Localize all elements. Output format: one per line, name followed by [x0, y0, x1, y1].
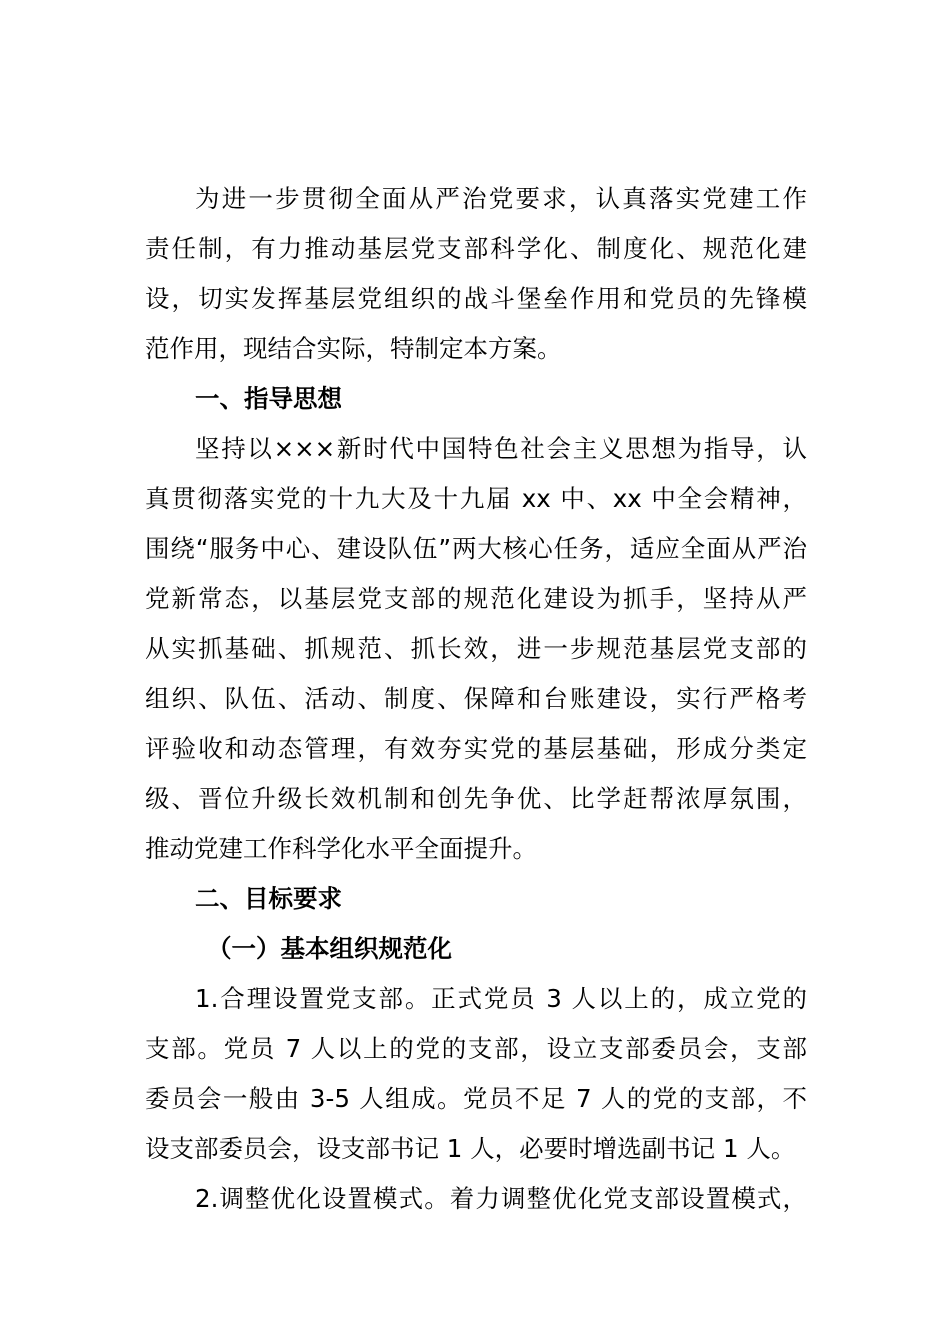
section1-line-2: 真贯彻落实党的十九大及十九届 xx 中、xx 中全会精神， [145, 484, 807, 513]
section1-line-9: 推动党建工作科学化水平全面提升。 [145, 834, 537, 863]
section1-line-6: 组织、队伍、活动、制度、保障和台账建设，实行严格考 [145, 684, 807, 713]
section-heading-goals: 二、目标要求 [195, 884, 342, 913]
section1-line-1: 坚持以×××新时代中国特色社会主义思想为指导，认 [195, 434, 807, 463]
intro-line-1: 为进一步贯彻全面从严治党要求，认真落实党建工作 [195, 184, 807, 213]
intro-line-2: 责任制，有力推动基层党支部科学化、制度化、规范化建 [145, 234, 807, 263]
item1-line-3: 委员会一般由 3-5 人组成。党员不足 7 人的党的支部，不 [145, 1084, 807, 1113]
item1-line-4: 设支部委员会，设支部书记 1 人，必要时增选副书记 1 人。 [145, 1134, 796, 1163]
section1-line-4: 党新常态，以基层党支部的规范化建设为抓手，坚持从严 [145, 584, 807, 613]
item1-line-2: 支部。党员 7 人以上的党的支部，设立支部委员会，支部 [145, 1034, 807, 1063]
section1-line-3: 围绕“服务中心、建设队伍”两大核心任务，适应全面从严治 [145, 534, 807, 563]
item1-line-1: 1.合理设置党支部。正式党员 3 人以上的，成立党的 [195, 984, 807, 1013]
section-heading-guiding-ideology: 一、指导思想 [195, 384, 342, 413]
item2-line-1: 2.调整优化设置模式。着力调整优化党支部设置模式， [195, 1184, 807, 1213]
section1-line-8: 级、晋位升级长效机制和创先争优、比学赶帮浓厚氛围， [145, 784, 807, 813]
intro-line-3: 设，切实发挥基层党组织的战斗堡垒作用和党员的先锋模 [145, 284, 807, 313]
section1-line-5: 从实抓基础、抓规范、抓长效，进一步规范基层党支部的 [145, 634, 807, 663]
section1-line-7: 评验收和动态管理，有效夯实党的基层基础，形成分类定 [145, 734, 807, 763]
intro-line-4: 范作用，现结合实际，特制定本方案。 [145, 334, 562, 363]
subsection-heading-organization: （一）基本组织规范化 [207, 934, 452, 963]
document-page [145, 174, 807, 1224]
